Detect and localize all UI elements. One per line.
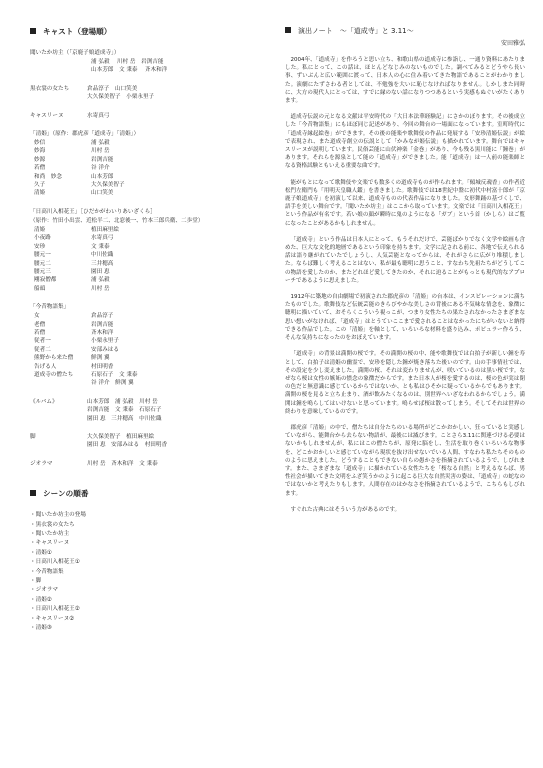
cast-role: 妙海 xyxy=(34,148,46,155)
cast-role: 久子 xyxy=(34,182,46,189)
cast-role: 若僧 xyxy=(34,329,46,336)
essay-title: 演出ノート ～「道成寺」と 3.11～ xyxy=(285,26,525,36)
essay-paragraph: 2004年、「道成寺」を作ろうと思い立ち、和歌山県の道成寺に参詣し、一通り資料にあたりました。私にとって、この話は、ほとんどなじみのないものでした。調べてみるとどうやら長い事、ずいぶんと広い範囲に渡って、日本人の心に住み着いてきた物語であることがわかりました。演劇にたずさわる者としては、不勉強を大いに恥じなければなりません。しかしまた同時に、大方の現代人にとっては、すでに縁のない話になりつつあるという実感もぬぐいがたくあります。 xyxy=(285,57,525,105)
cast-group xyxy=(30,130,268,198)
cast-role: 妙信 xyxy=(34,140,46,147)
cast-row xyxy=(30,139,268,147)
essay-column xyxy=(285,26,525,522)
cast-members: 大久保美智子 小栗永里子 xyxy=(87,94,155,101)
square-bullet-icon xyxy=(30,28,36,34)
essay-paragraph: すぐれた古典にはそういう力があるのです。 xyxy=(290,506,401,513)
cast-members: 園田 恵 安部みはる 村田明香 xyxy=(87,442,168,449)
cast-role: 剛寂僧都 xyxy=(34,277,57,284)
cast-members: 村田明香 xyxy=(91,363,114,370)
cast-members: 園田 恵 三井穂高 中川佐織 xyxy=(87,415,162,422)
cast-role: 告げる人 xyxy=(34,363,57,370)
cast-members: 岩渕吉能 文 秉泰 石原石子 xyxy=(87,407,162,414)
cast-role: 脚 xyxy=(30,434,36,440)
cast-row xyxy=(30,147,268,155)
cast-row xyxy=(30,321,268,329)
cast-row xyxy=(30,226,268,234)
scene-item: ・キャスリーヌ xyxy=(30,540,70,547)
cast-members: 川村 岳 斉木和洋 文 秉泰 xyxy=(87,460,158,467)
cast-members: 小栗永里子 xyxy=(91,338,119,345)
cast-role: 和尚 妙念 xyxy=(34,173,62,180)
cast-row xyxy=(30,181,268,189)
cast-members: 三井穂高 xyxy=(91,260,114,267)
cast-group xyxy=(30,112,268,120)
cast-row xyxy=(30,243,268,251)
cast-group xyxy=(30,460,268,468)
cast-row xyxy=(30,460,268,468)
cast-members: 山本芳郎 浦 弘毅 川村 岳 xyxy=(87,398,158,405)
cast-role: 小夜路 xyxy=(34,235,51,242)
cast-row xyxy=(30,379,268,387)
scene-item: ・ジオラマ xyxy=(30,587,58,594)
cast-group xyxy=(30,208,268,293)
cast-role: 黒衣裳の女たち xyxy=(30,85,70,92)
essay-paragraph: 能がもとになって歌舞伎や文楽でも数多くの道成寺ものが作られます。「傾城反魂香」の作者近松門左衛門も「用明天皇職人鑑」を書きました。歌舞伎では18世紀中盤に初代中村富十郎が「京鹿子娘道成寺」を初演して以来、道成寺ものの代表作品になりました。女形舞踊の基づくしで、語手を美しい舞台です。「聞いたか坊主」はここから取っています。文楽では「日高川入相花王」という作品が有名です。若い娘の顔が瞬時に鬼のようになる「ガブ」という首（かしら）はご覧になったことがあるかもしれません。 xyxy=(285,179,525,227)
cast-row xyxy=(30,406,268,414)
cast-members: 大久保美智子 植田麻里絵 xyxy=(87,434,155,440)
essay-body xyxy=(285,56,525,514)
cast-members: 倉品淳子 xyxy=(91,313,114,320)
cast-row xyxy=(30,415,268,423)
cast-row xyxy=(30,441,268,449)
scene-item: ・清姫② xyxy=(30,596,52,603)
cast-members: 岩渕吉能 xyxy=(91,321,114,328)
scenes-section-title: シーンの順番 xyxy=(30,488,268,499)
cast-role xyxy=(30,66,91,74)
cast-row xyxy=(30,337,268,345)
cast-members: 岩渕吉能 xyxy=(91,156,114,163)
essay-paragraph: 郡虎彦「清姫」の中で、僧たちは自分たちのいる場所がどこかおかしい、狂っていると実感していながら、能舞台から去らない物語が、最後には滅びます。ことさら3.11に関連づける必要はないかもしれませんが、私にはこの僧たちが、原発に脳をし、生活を取り巻くいろいろな物事を、どこかおかしいと感じていながら現状を抜け出せないでいる人間、すなわち私たちそのもののように思えました。どうすることもできない自らの愚かさを指摘されているようで、しびれます。また、さまざまな「道成寺」に描かれている女性たちを「桜なる自然」と考えるならば、男性社会が描いてきた文明をふざ笑うかのように起こる巨大な自然災害の姿は、「道成寺」の蛇なのではないかと考えたりもします。人間存在のはかなさを指摘されているようで、こちらもしびれます。 xyxy=(285,424,525,497)
cast-role: 船頭 xyxy=(34,285,46,292)
cast-column xyxy=(30,26,268,634)
cast-row xyxy=(30,371,268,379)
cast-group xyxy=(30,303,268,388)
scene-item: ・清姫③ xyxy=(30,625,52,632)
scene-list xyxy=(30,511,268,633)
square-bullet-icon xyxy=(285,27,291,33)
cast-members: 浦 弘毅 川村 岳 岩渕吉能 xyxy=(91,59,164,65)
cast-role: 《ルバム》 xyxy=(30,398,58,405)
cast-role: 安珍 xyxy=(34,243,46,250)
cast-role: 熊野から来た僧 xyxy=(34,355,74,362)
cast-members: 水寄真弓 xyxy=(87,112,110,119)
cast-members: 園田 恵 xyxy=(91,268,110,275)
cast-row xyxy=(30,268,268,276)
cast-row xyxy=(30,276,268,284)
cast-role xyxy=(30,441,87,449)
cast-row xyxy=(30,251,268,259)
cast-role: 若僧 xyxy=(34,165,46,172)
cast-members: 鮮渕 翼 xyxy=(91,355,110,362)
cast-role: 従者二 xyxy=(34,346,51,353)
cast-role: 腰元一 xyxy=(34,252,51,259)
cast-row xyxy=(30,346,268,354)
cast-members: 安部みはる xyxy=(91,346,119,353)
cast-members: 山口笑美 xyxy=(91,190,114,197)
essay-paragraph: 道成寺伝説の元となる文献は平安時代の「大日本法華経験記」にさかのぼります。その後成立した「今昔物語集」にもほぼ同じ記述があり、今回の舞台の一場面になっています。室町時代に「道成寺縁起絵巻」ができます。その後の能楽や歌舞伎の作品に発展する「安珍清姫伝説」が絵で表現され、また道成寺創立の伝説として「かみなが姫伝説」も描かれています。舞台ではキャスリーヌが説明しています。民俗芸能に山伏神楽「金巻」があり、今も残る黒川能に「鐘巻」があります。それらを源泉として能の「道成寺」ができました。能「道成寺」は一人前の能楽師となる資格試験ともいえる重要な曲です。 xyxy=(285,114,525,170)
scene-item: ・聞いたか坊主 xyxy=(30,531,70,538)
cast-row xyxy=(30,93,268,101)
cast-row xyxy=(30,260,268,268)
cast-group xyxy=(30,85,268,102)
cast-role xyxy=(30,415,87,423)
cast-section-title: キャスト（登場順） xyxy=(30,26,268,37)
cast-row xyxy=(30,112,268,120)
cast-row xyxy=(30,433,268,441)
cast-row xyxy=(30,66,268,74)
essay-paragraph: 1912年に築地の自由劇場で初演された郡虎彦の「清姫」の台本は、インスピレーションに満ちたものでした。歌舞伎など伝統芸能のきらびやかな美しさの背後にある不気味な情念を、象徴に聴明に描いていて、おそらくこういう視っこが、つまり女性たちの果たされなかったさまざまな思い想いがなければ、「道成寺」はとうていここまで愛されることはなかったにちがいないと納得できる作品でした。この「清姫」を軸として、いろいろな材料を盛り込み、ポピュラー作ろう、そんな気持ちになったのをおぼえています。 xyxy=(285,294,525,342)
cast-row xyxy=(30,234,268,242)
cast-members: 植田麻里絵 xyxy=(91,226,119,233)
cast-group-source: （原作：竹田小出雲、近松半二、北窓後一、竹本三郎兵衛、二歩堂） xyxy=(30,217,204,224)
cast-members: 山本芳郎 xyxy=(91,173,114,180)
cast-members: 文 秉泰 xyxy=(91,243,110,250)
cast-row xyxy=(30,173,268,181)
cast-row xyxy=(30,85,268,93)
cast-members: 谷 洋介 xyxy=(91,165,110,172)
cast-role: 清姫 xyxy=(34,226,46,233)
scene-item: ・黒衣裳の女たち xyxy=(30,521,75,528)
cast-members: 大久保美智子 xyxy=(91,182,125,189)
cast-members: 中川佐織 xyxy=(91,252,114,259)
cast-group-heading: 「今昔物語集」 xyxy=(30,304,70,311)
essay-paragraph: 「道成寺」の背景は満開の桜です。その満開の桜の中、能や歌舞伎では白拍子が新しい鐘を寿として、白拍子は清姫の幽霊で、安珍を隠した鐘が焼き落ちた後いのです。山の手事情社では、その設定を少し変えました。満開の桜、それは変わりませんが、咲いているのは黒い桜です。なぜなら桜は女性の嫉妬の憤念の象徴だからです。また日本人が桜を愛するのは、桜の色が実は閉の色だと無意識に感じているからではないか、とも私はひそかに疑っているからでもあります。満開の桜を見ると立ち止まり、酒が飲みたくなるのは、別世界へいざなわれるからでしょう。満開は鐘を鳴らしてはいけないと思っています。鳴らせば桜は散ってしまう。そしてそれは世界の終わりを意味しているのです。 xyxy=(285,351,525,415)
cast-group-heading: 「日高川入相花王」［ひだかがわいりあいざくら］ xyxy=(30,208,156,215)
cast-members: 水寄真弓 xyxy=(91,235,114,242)
cast-members: 浦 弘毅 xyxy=(91,277,110,284)
cast-row xyxy=(30,363,268,371)
cast-members: 川村 岳 xyxy=(91,285,110,292)
cast-row xyxy=(30,312,268,320)
scene-item: ・清姫① xyxy=(30,549,52,556)
cast-group xyxy=(30,398,268,423)
cast-group-heading: 聞いたか坊主（「京鹿子娘道成寺」） xyxy=(30,50,120,56)
cast-members: 川村 岳 xyxy=(91,148,110,155)
cast-row xyxy=(30,285,268,293)
scene-item: ・日高川入相花王① xyxy=(30,559,80,566)
cast-row xyxy=(30,354,268,362)
square-bullet-icon xyxy=(30,490,36,496)
cast-row xyxy=(30,189,268,197)
cast-role: ジオラマ xyxy=(30,460,53,467)
cast-role: キャスリーヌ xyxy=(30,112,64,119)
scene-item: ・日高川入相花王② xyxy=(30,606,80,613)
cast-group-heading: 「清姫」（原作：郡虎彦「道成寺」「清姫」） xyxy=(30,131,140,138)
cast-row xyxy=(30,58,268,66)
cast-group xyxy=(30,433,268,450)
cast-role: 老僧 xyxy=(34,321,46,328)
scene-item: ・キャスリーヌ② xyxy=(30,615,75,622)
cast-role: 女 xyxy=(34,313,40,320)
cast-row xyxy=(30,156,268,164)
cast-groups xyxy=(30,49,268,468)
cast-role: 従者一 xyxy=(34,338,51,345)
cast-role: 清姫 xyxy=(34,190,46,197)
cast-members: 谷 洋介 鮮渕 翼 xyxy=(91,380,134,387)
cast-members: 斉木和洋 xyxy=(91,329,114,336)
essay-author: 安田雅弘 xyxy=(500,40,525,47)
scene-item: ・脚 xyxy=(30,578,42,585)
cast-role: 妙源 xyxy=(34,156,46,163)
cast-members: 山本芳郎 文 秉泰 斉木和洋 xyxy=(91,67,168,74)
scene-item: ・今昔物語集 xyxy=(30,568,64,575)
cast-role: 腰元三 xyxy=(34,268,51,275)
cast-role: 道成寺の僧たち xyxy=(34,371,74,378)
cast-members: 浦 弘毅 xyxy=(91,140,110,147)
cast-group xyxy=(30,49,268,75)
cast-row xyxy=(30,398,268,406)
cast-members: 石原石子 文 秉泰 xyxy=(91,371,138,378)
cast-role xyxy=(30,93,87,101)
scene-item: ・聞いたか坊主の登場 xyxy=(30,512,86,519)
cast-role xyxy=(30,406,87,414)
cast-role xyxy=(30,379,91,387)
cast-row xyxy=(30,329,268,337)
cast-role xyxy=(30,58,91,66)
essay-paragraph: 「道成寺」という作品は日本人にとって、もうそれだけで、芸能ばかりでなく文学や絵画も含めた、巨大な文化的地層であるという印象を持ちます。文学に記される前に、各地で伝えられる話は語り継がれていたでしょうし、人気芸能となってからは、それがさらに広がり堆積しました。ならば難しく考えることはない、私が最も聴明に思うこと、すなわち先祖たちがどうしてこの物語を愛したのか、またどれほど愛してきたのか、それに迫ることがもっとも現代的なアプローチであるように思えました。 xyxy=(285,236,525,284)
cast-row xyxy=(30,164,268,172)
cast-members: 倉品淳子 山口笑美 xyxy=(87,85,138,92)
cast-role: 腰元二 xyxy=(34,260,51,267)
